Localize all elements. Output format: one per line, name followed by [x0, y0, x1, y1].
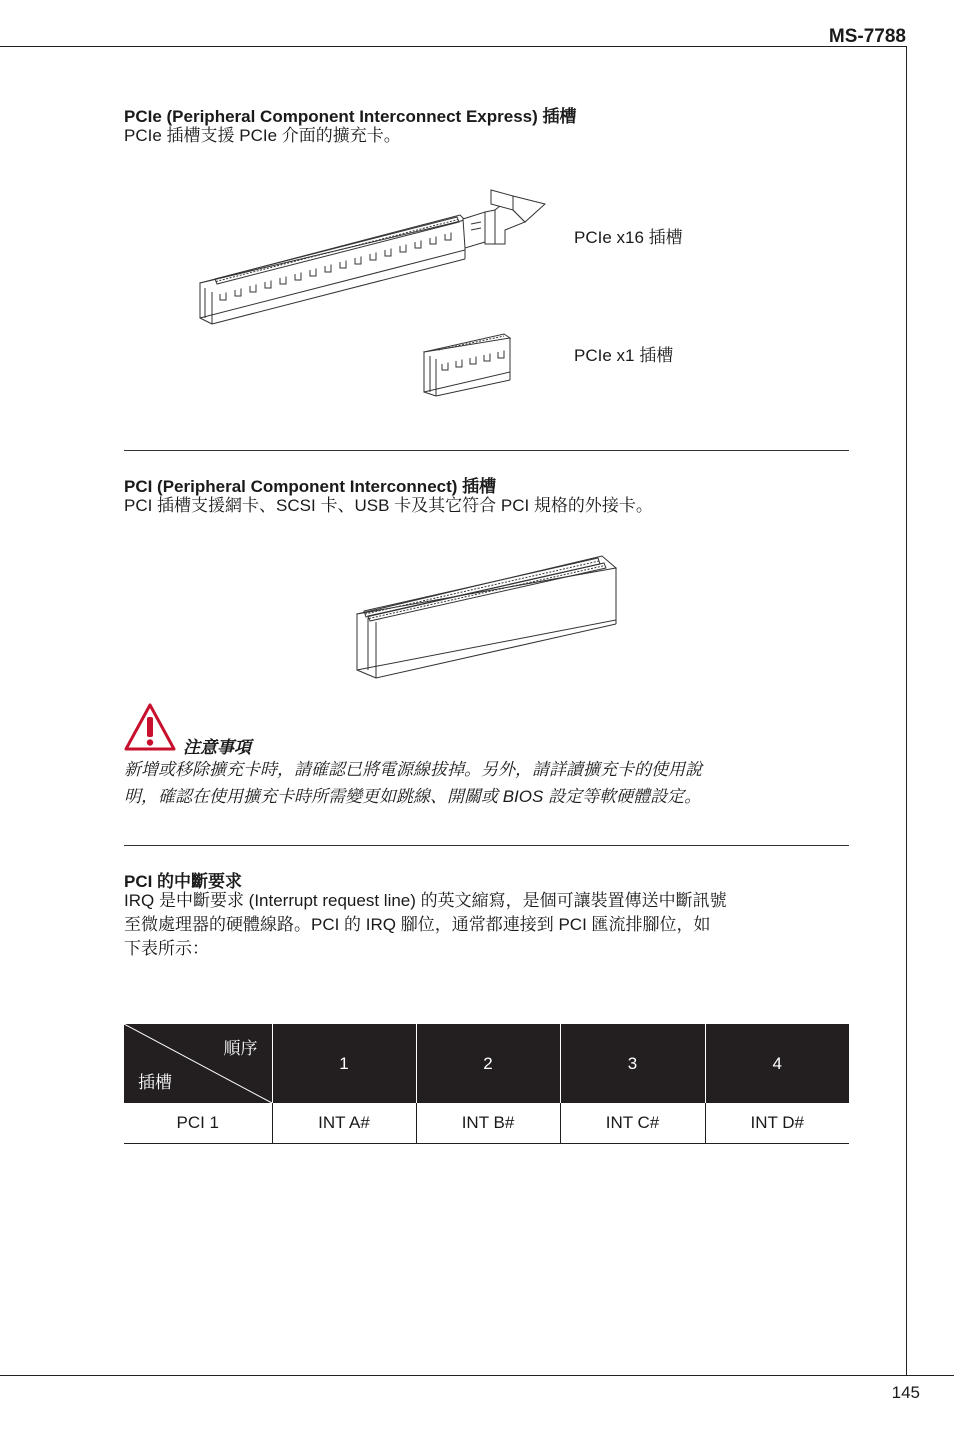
irq-heading: PCI 的中斷要求 — [124, 872, 243, 891]
model-number: MS-7788 — [828, 26, 906, 47]
slot-label: 插槽 — [138, 1073, 172, 1092]
table-header-row — [124, 1024, 849, 1103]
table-cell-slot: PCI 1 — [124, 1103, 272, 1144]
caution-title: 注意事項 — [183, 738, 251, 757]
table-header-cell: 2 — [416, 1024, 560, 1103]
irq-line-1: IRQ 是中斷要求 (Interrupt request line) 的英文縮寫，是個可讓裝置傳送中斷訊號 — [124, 891, 727, 910]
caution-text — [124, 756, 824, 810]
table-corner-cell — [124, 1024, 272, 1103]
pcie-heading: PCIe (Peripheral Component Interconnect Express) 插槽 — [124, 107, 577, 126]
table-row — [124, 1103, 849, 1144]
margin-rule — [906, 46, 907, 1376]
footer-rule — [0, 1375, 954, 1376]
pci-slot-illustration — [354, 552, 620, 682]
header-rule — [0, 46, 907, 47]
pcie-x16-slot-illustration — [195, 182, 555, 326]
irq-line-3: 下表所示： — [124, 939, 209, 958]
caution-line-2: 明，確認在使用擴充卡時所需變更如跳線、開關或 BIOS 設定等軟硬體設定。 — [124, 787, 702, 806]
warning-icon — [124, 703, 176, 751]
table-header-cell: 4 — [705, 1024, 849, 1103]
irq-table — [124, 1024, 849, 1144]
pcie-description: PCIe 插槽支援 PCIe 介面的擴充卡。 — [124, 126, 401, 145]
table-cell: INT A# — [272, 1103, 416, 1144]
order-label: 順序 — [223, 1039, 258, 1058]
irq-line-2: 至微處理器的硬體線路。PCI 的 IRQ 腳位，通常都連接到 PCI 匯流排腳位，如 — [124, 915, 711, 934]
table-cell: INT C# — [560, 1103, 705, 1144]
page-number: 145 — [891, 1383, 920, 1402]
pcie-x1-label: PCIe x1 插槽 — [574, 346, 674, 365]
table-cell: INT B# — [416, 1103, 560, 1144]
table-header-cell: 1 — [272, 1024, 416, 1103]
table-cell: INT D# — [705, 1103, 849, 1144]
section-divider — [124, 450, 849, 451]
pci-description: PCI 插槽支援網卡、SCSI 卡、USB 卡及其它符合 PCI 規格的外接卡。 — [124, 496, 653, 515]
caution-line-1: 新增或移除擴充卡時，請確認已將電源線拔掉。另外，請詳讀擴充卡的使用說 — [124, 760, 702, 779]
pci-heading: PCI (Peripheral Component Interconnect) 插槽 — [124, 477, 497, 496]
pcie-x16-label: PCIe x16 插槽 — [574, 228, 683, 247]
irq-description — [124, 889, 854, 961]
pcie-x1-slot-illustration — [420, 332, 530, 398]
section-divider — [124, 845, 849, 846]
table-header-cell: 3 — [560, 1024, 705, 1103]
